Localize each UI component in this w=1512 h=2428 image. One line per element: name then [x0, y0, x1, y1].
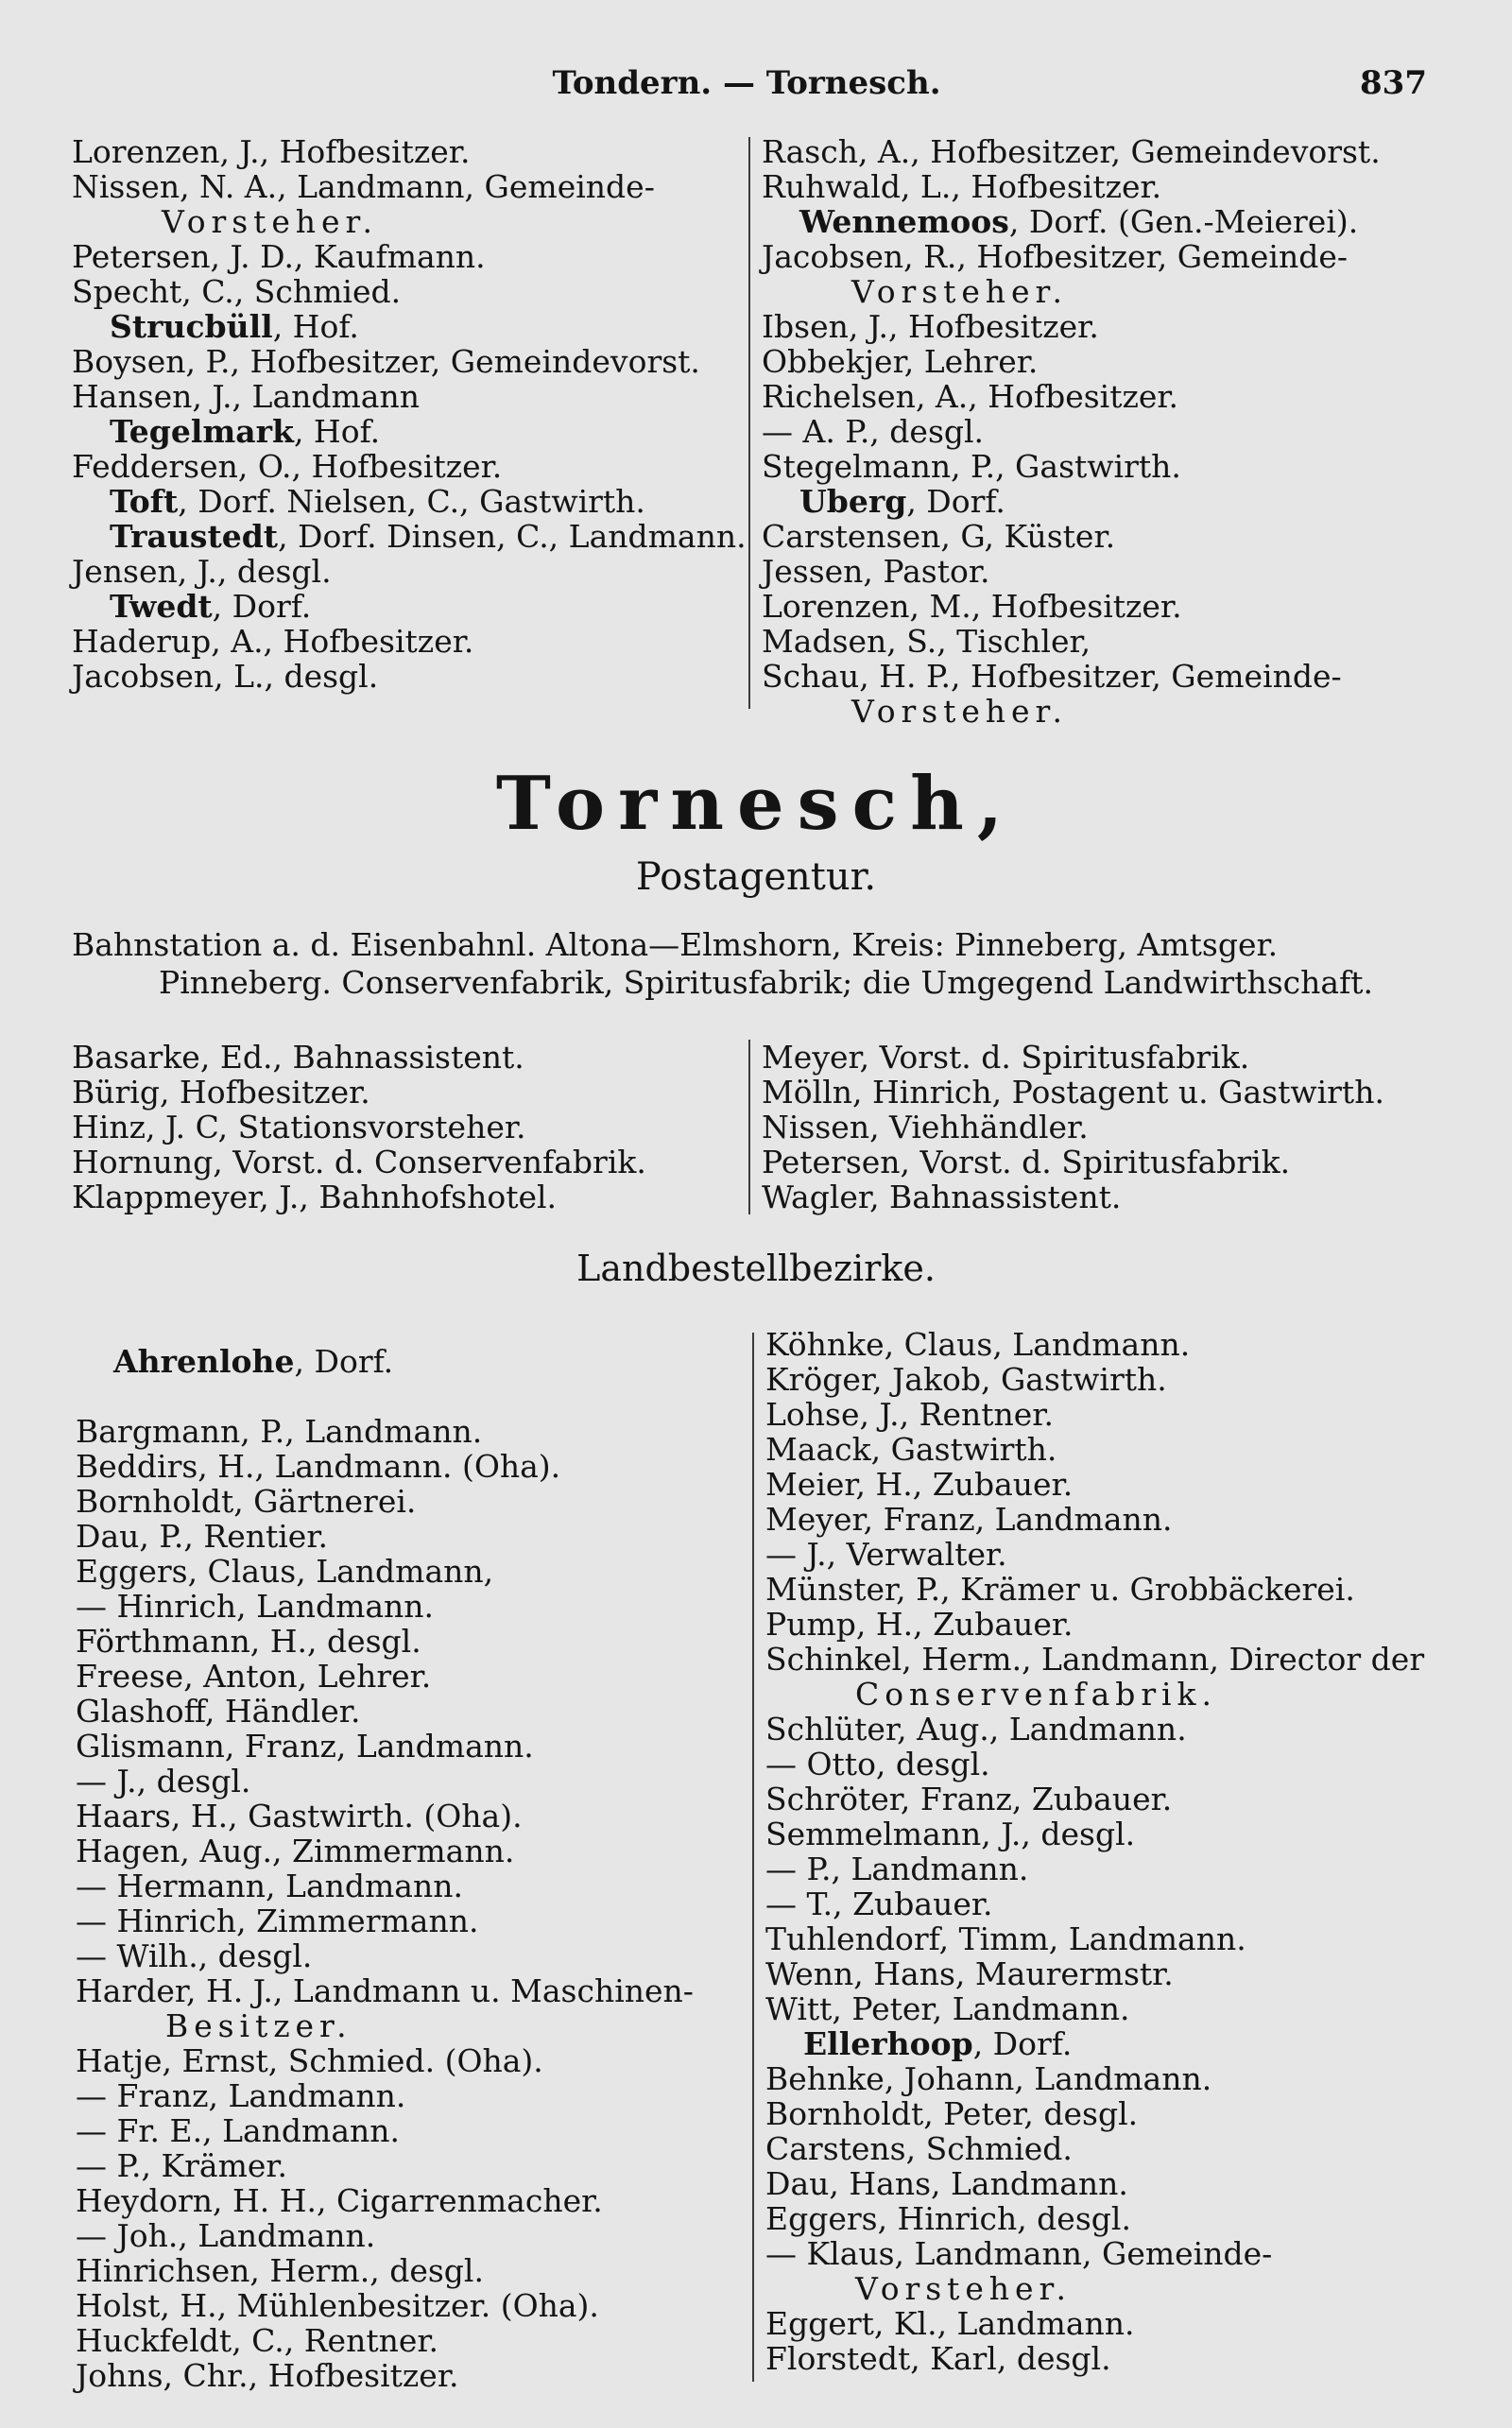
directory-entry: Glashoff, Händler.: [76, 1693, 361, 1730]
place-heading: [762, 204, 1442, 239]
mid-right-column: [762, 1040, 1442, 1214]
directory-entry: Meyer, Vorst. d. Spiritusfabrik.: [762, 1039, 1250, 1076]
directory-entry: Wenn, Hans, Maurermstr.: [765, 1955, 1174, 1992]
directory-entry: Schinkel, Herm., Landmann, Director der: [765, 1641, 1425, 1678]
page-number: 837: [1360, 64, 1427, 102]
header-title: Tondern. — Tornesch.: [552, 64, 941, 102]
place-heading: [72, 414, 743, 449]
directory-entry: Bürig, Hofbesitzer.: [72, 1074, 370, 1111]
directory-entry: — T., Zubauer.: [765, 1886, 993, 1922]
entry-continuation: Besitzer.: [165, 2007, 352, 2044]
directory-entry: Bornholdt, Gärtnerei.: [76, 1483, 417, 1520]
directory-entry: Semmelmann, J., desgl.: [765, 1816, 1136, 1852]
entry-continuation: Vorsteher.: [851, 693, 1068, 730]
directory-entry: Basarke, Ed., Bahnassistent.: [72, 1039, 524, 1076]
directory-entry: Meyer, Franz, Landmann.: [765, 1501, 1173, 1538]
directory-entry: Glismann, Franz, Landmann.: [76, 1728, 534, 1765]
place-subtitle: Postagentur.: [635, 855, 877, 899]
directory-entry: Hinz, J. C, Stationsvorsteher.: [72, 1109, 526, 1145]
description-line: Bahnstation a. d. Eisenbahnl. Altona—Elmshorn, Kreis: Pinneberg, Amtsger.: [72, 926, 1279, 963]
directory-entry: Förthmann, H., desgl.: [76, 1623, 421, 1660]
place-heading: [76, 1344, 747, 1379]
directory-entry: — Fr. E., Landmann.: [76, 2112, 401, 2149]
directory-entry: [76, 1379, 747, 1414]
place-heading: [72, 309, 743, 344]
directory-entry: Carstens, Schmied.: [765, 2130, 1073, 2167]
place-type: , Dorf. Dinsen, C., Landmann.: [278, 518, 747, 555]
directory-entry: Freese, Anton, Lehrer.: [76, 1658, 432, 1695]
directory-entry: Schröter, Franz, Zubauer.: [765, 1781, 1173, 1817]
directory-entry: Klappmeyer, J., Bahnhofshotel.: [72, 1179, 558, 1215]
directory-entry: Haars, H., Gastwirth. (Oha).: [76, 1798, 523, 1834]
directory-entry: Witt, Peter, Landmann.: [765, 1990, 1130, 2027]
directory-entry: Rasch, A., Hofbesitzer, Gemeindevorst.: [762, 133, 1381, 170]
place-heading: [765, 2026, 1446, 2061]
directory-entry: Eggers, Claus, Landmann,: [76, 1553, 494, 1590]
place-name: Uberg: [799, 483, 907, 520]
place-type: , Hof.: [272, 308, 359, 345]
directory-entry: Petersen, Vorst. d. Spiritusfabrik.: [762, 1144, 1291, 1180]
place-heading: [762, 484, 1442, 519]
place-type: , Dorf.: [906, 483, 1005, 520]
directory-entry: Heydorn, H. H., Cigarrenmacher.: [76, 2182, 603, 2219]
directory-entry: Köhnke, Claus, Landmann.: [765, 1326, 1191, 1363]
directory-entry: — Franz, Landmann.: [76, 2077, 406, 2114]
directory-entry: — J., desgl.: [76, 1763, 251, 1799]
top-right-column: [762, 134, 1442, 729]
place-name: Wennemoos: [799, 203, 1009, 240]
directory-entry: Eggert, Kl., Landmann.: [765, 2305, 1135, 2342]
directory-entry: Schlüter, Aug., Landmann.: [765, 1711, 1187, 1748]
section-title: Landbestellbezirke.: [576, 1248, 936, 1289]
directory-entry: Ruhwald, L., Hofbesitzer.: [762, 168, 1162, 205]
directory-entry: Huckfeldt, C., Rentner.: [76, 2322, 439, 2359]
entry-continuation: Vorsteher.: [162, 203, 378, 240]
directory-entry: Dau, P., Rentier.: [76, 1518, 328, 1555]
directory-entry: Schau, H. P., Hofbesitzer, Gemeinde-: [762, 658, 1342, 695]
directory-entry: Münster, P., Krämer u. Grobbäckerei.: [765, 1571, 1355, 1608]
directory-entry: — Hinrich, Zimmermann.: [76, 1903, 479, 1939]
directory-entry: Holst, H., Mühlenbesitzer. (Oha).: [76, 2287, 599, 2324]
directory-entry: Maack, Gastwirth.: [765, 1431, 1057, 1468]
directory-entry: Hornung, Vorst. d. Conservenfabrik.: [72, 1144, 646, 1180]
directory-entry: Dau, Hans, Landmann.: [765, 2165, 1128, 2202]
directory-entry: Florstedt, Karl, desgl.: [765, 2340, 1111, 2377]
column-divider: [748, 137, 750, 709]
place-heading: [72, 518, 747, 555]
directory-entry: Nissen, N. A., Landmann, Gemeinde-: [72, 168, 655, 205]
directory-entry: Nissen, Viehhändler.: [762, 1109, 1089, 1145]
directory-entry: Ibsen, J., Hofbesitzer.: [762, 308, 1099, 345]
column-divider: [752, 1333, 754, 2382]
directory-entry: Kröger, Jakob, Gastwirth.: [765, 1361, 1167, 1398]
directory-entry: — J., Verwalter.: [765, 1536, 1007, 1573]
entry-continuation: Vorsteher.: [855, 2270, 1072, 2307]
directory-entry: Hagen, Aug., Zimmermann.: [76, 1833, 515, 1869]
directory-entry: Jacobsen, R., Hofbesitzer, Gemeinde-: [762, 238, 1349, 275]
directory-entry: Carstensen, G, Küster.: [762, 518, 1116, 555]
directory-entry: Jessen, Pastor.: [762, 553, 990, 590]
directory-entry: — Otto, desgl.: [765, 1746, 990, 1782]
directory-entry: Haderup, A., Hofbesitzer.: [72, 623, 474, 660]
entry-continuation: Vorsteher.: [851, 273, 1068, 310]
place-type: , Dorf.: [212, 588, 312, 625]
bottom-right-column: [765, 1327, 1446, 2376]
directory-entry: Harder, H. J., Landmann u. Maschinen-: [76, 1972, 694, 2009]
directory-entry: Hansen, J., Landmann: [72, 378, 420, 415]
bottom-left-column: [76, 1344, 747, 2393]
directory-entry: Meier, H., Zubauer.: [765, 1466, 1074, 1503]
entry-continuation: Conservenfabrik.: [855, 1676, 1217, 1713]
directory-entry: Jacobsen, L., desgl.: [72, 658, 379, 695]
directory-entry: Lohse, J., Rentner.: [765, 1396, 1054, 1433]
place-heading: [72, 589, 743, 624]
directory-entry: Hinrichsen, Herm., desgl.: [76, 2252, 484, 2289]
directory-entry: Lorenzen, M., Hofbesitzer.: [762, 588, 1182, 625]
directory-entry: Boysen, P., Hofbesitzer, Gemeindevorst.: [72, 343, 700, 380]
directory-entry: Specht, C., Schmied.: [72, 273, 402, 310]
directory-entry: Bargmann, P., Landmann.: [76, 1413, 483, 1450]
directory-entry: Wagler, Bahnassistent.: [762, 1179, 1122, 1215]
directory-entry: — Wilh., desgl.: [76, 1937, 313, 1974]
place-name: Strucbüll: [110, 308, 273, 345]
place-description: [72, 926, 1442, 1002]
directory-entry: Madsen, S., Tischler,: [762, 623, 1091, 660]
place-name: Ellerhoop: [803, 2025, 973, 2062]
directory-entry: Hatje, Ernst, Schmied. (Oha).: [76, 2042, 543, 2079]
place-type: , Hof.: [293, 413, 381, 450]
top-left-column: [72, 133, 747, 695]
directory-entry: Petersen, J. D., Kaufmann.: [72, 238, 486, 275]
directory-entry: — Hermann, Landmann.: [76, 1868, 463, 1904]
column-divider: [748, 1040, 750, 1214]
directory-entry: Tuhlendorf, Timm, Landmann.: [765, 1920, 1246, 1957]
directory-entry: Beddirs, H., Landmann. (Oha).: [76, 1448, 561, 1485]
directory-entry: Bornholdt, Peter, desgl.: [765, 2095, 1139, 2132]
mid-left-column: [72, 1040, 743, 1214]
directory-entry: Richelsen, A., Hofbesitzer.: [762, 378, 1179, 415]
place-heading: [72, 484, 743, 519]
directory-entry: — A. P., desgl.: [762, 413, 985, 450]
place-type: , Dorf.: [972, 2025, 1073, 2062]
directory-entry: — Klaus, Landmann, Gemeinde-: [765, 2235, 1273, 2272]
place-name: Toft: [110, 483, 179, 520]
directory-entry: Behnke, Johann, Landmann.: [765, 2060, 1212, 2097]
place-title: Tornesch,: [495, 761, 1017, 847]
place-name: Ahrenlohe: [113, 1343, 295, 1380]
directory-entry: Pump, H., Zubauer.: [765, 1606, 1074, 1643]
running-header: [66, 57, 1427, 110]
place-name: Twedt: [110, 588, 213, 625]
directory-entry: Obbekjer, Lehrer.: [762, 343, 1039, 380]
directory-entry: Johns, Chr., Hofbesitzer.: [76, 2357, 459, 2394]
directory-entry: Lorenzen, J., Hofbesitzer.: [72, 133, 471, 170]
directory-entry: Feddersen, O., Hofbesitzer.: [72, 448, 503, 485]
directory-entry: Stegelmann, P., Gastwirth.: [762, 448, 1181, 485]
directory-entry: — P., Landmann.: [765, 1851, 1029, 1887]
directory-entry: — Joh., Landmann.: [76, 2217, 376, 2254]
directory-entry: — P., Krämer.: [76, 2147, 288, 2184]
place-type: , Dorf. (Gen.-Meierei).: [1008, 203, 1359, 240]
place-type: , Dorf.: [294, 1343, 394, 1380]
description-line: Pinneberg. Conservenfabrik, Spiritusfabrik; die Umgegend Landwirthschaft.: [159, 964, 1374, 1001]
directory-entry: Eggers, Hinrich, desgl.: [765, 2200, 1131, 2237]
directory-entry: — Hinrich, Landmann.: [76, 1588, 435, 1625]
place-type: , Dorf. Nielsen, C., Gastwirth.: [178, 483, 645, 520]
place-name: Traustedt: [110, 518, 279, 555]
directory-entry: Jensen, J., desgl.: [72, 553, 332, 590]
directory-entry: Mölln, Hinrich, Postagent u. Gastwirth.: [762, 1074, 1384, 1111]
place-name: Tegelmark: [110, 413, 294, 450]
